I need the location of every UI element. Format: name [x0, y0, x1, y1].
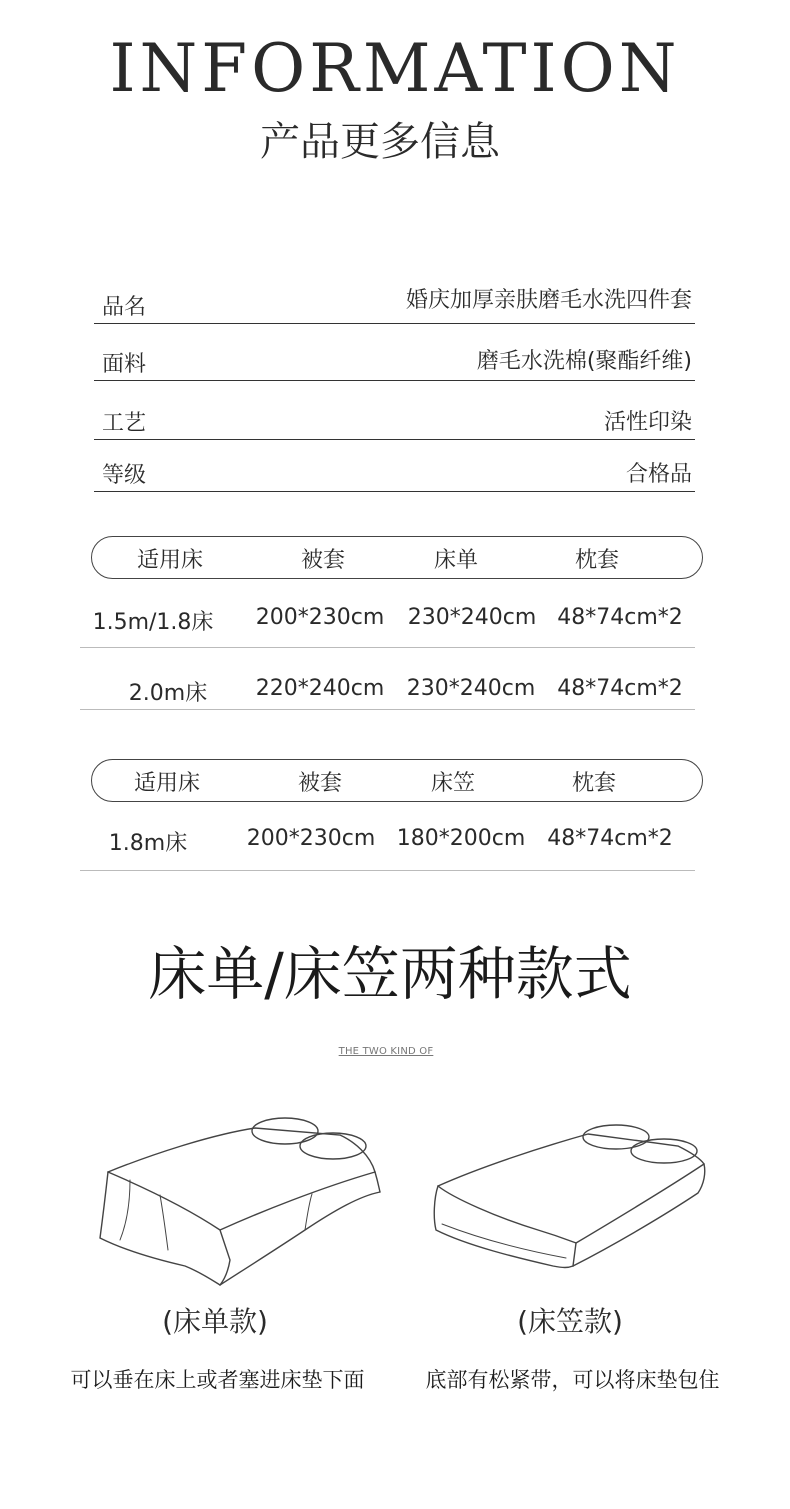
info-row-grade: [94, 443, 695, 492]
table2-header-duvet: 被套: [297, 771, 342, 796]
table-cell: 230*240cm: [406, 676, 536, 701]
table1-header-pillow: 枕套: [574, 548, 619, 573]
info-value: 活性印染: [603, 410, 692, 435]
row-divider: [80, 647, 695, 648]
table-cell: 200*230cm: [246, 826, 376, 851]
table-cell: 220*240cm: [255, 676, 385, 701]
row-divider: [80, 709, 695, 710]
info-label: 品名: [102, 295, 147, 320]
section-title: 床单/床笠两种款式: [148, 940, 632, 1008]
table1-header-duvet: 被套: [300, 548, 345, 573]
fitted-sheet-bed-icon: [428, 1118, 713, 1276]
info-value: 磨毛水洗棉(聚酯纤维): [476, 349, 692, 374]
flat-sheet-caption: (床单款): [162, 1305, 268, 1338]
info-label: 等级: [102, 463, 147, 488]
info-row-name: [94, 275, 695, 324]
flat-sheet-description: 可以垂在床上或者塞进床垫下面: [70, 1368, 365, 1392]
table2-header-pillow: 枕套: [571, 771, 616, 796]
table2-header-fitted: 床笠: [430, 771, 475, 796]
table-cell: 48*74cm*2: [547, 826, 673, 851]
info-label: 工艺: [102, 411, 147, 436]
fitted-sheet-description: 底部有松紧带，可以将床垫包住: [425, 1368, 720, 1392]
info-row-fabric: [94, 332, 695, 381]
info-row-craft: [94, 391, 695, 440]
table-cell: 1.8m床: [108, 831, 188, 856]
table-cell: 2.0m床: [128, 681, 208, 706]
table-cell: 230*240cm: [407, 605, 537, 630]
section-subtitle: THE TWO KIND OF: [338, 1046, 434, 1057]
info-value: 婚庆加厚亲肤磨毛水洗四件套: [405, 288, 692, 313]
table-cell: 48*74cm*2: [557, 605, 683, 630]
table-cell: 48*74cm*2: [557, 676, 683, 701]
table2-header-bed: 适用床: [133, 771, 200, 796]
table-cell: 200*230cm: [255, 605, 385, 630]
flat-sheet-bed-icon: [90, 1110, 390, 1295]
table-cell: 180*200cm: [396, 826, 526, 851]
table-cell: 1.5m/1.8床: [92, 610, 214, 635]
title-chinese: 产品更多信息: [260, 119, 500, 165]
title-english: INFORMATION: [109, 30, 681, 107]
row-divider: [80, 870, 695, 871]
fitted-sheet-caption: (床笠款): [517, 1305, 623, 1338]
table1-header-sheet: 床单: [433, 548, 478, 573]
info-value: 合格品: [625, 462, 692, 487]
info-label: 面料: [102, 352, 147, 377]
table1-header-bed: 适用床: [136, 548, 203, 573]
